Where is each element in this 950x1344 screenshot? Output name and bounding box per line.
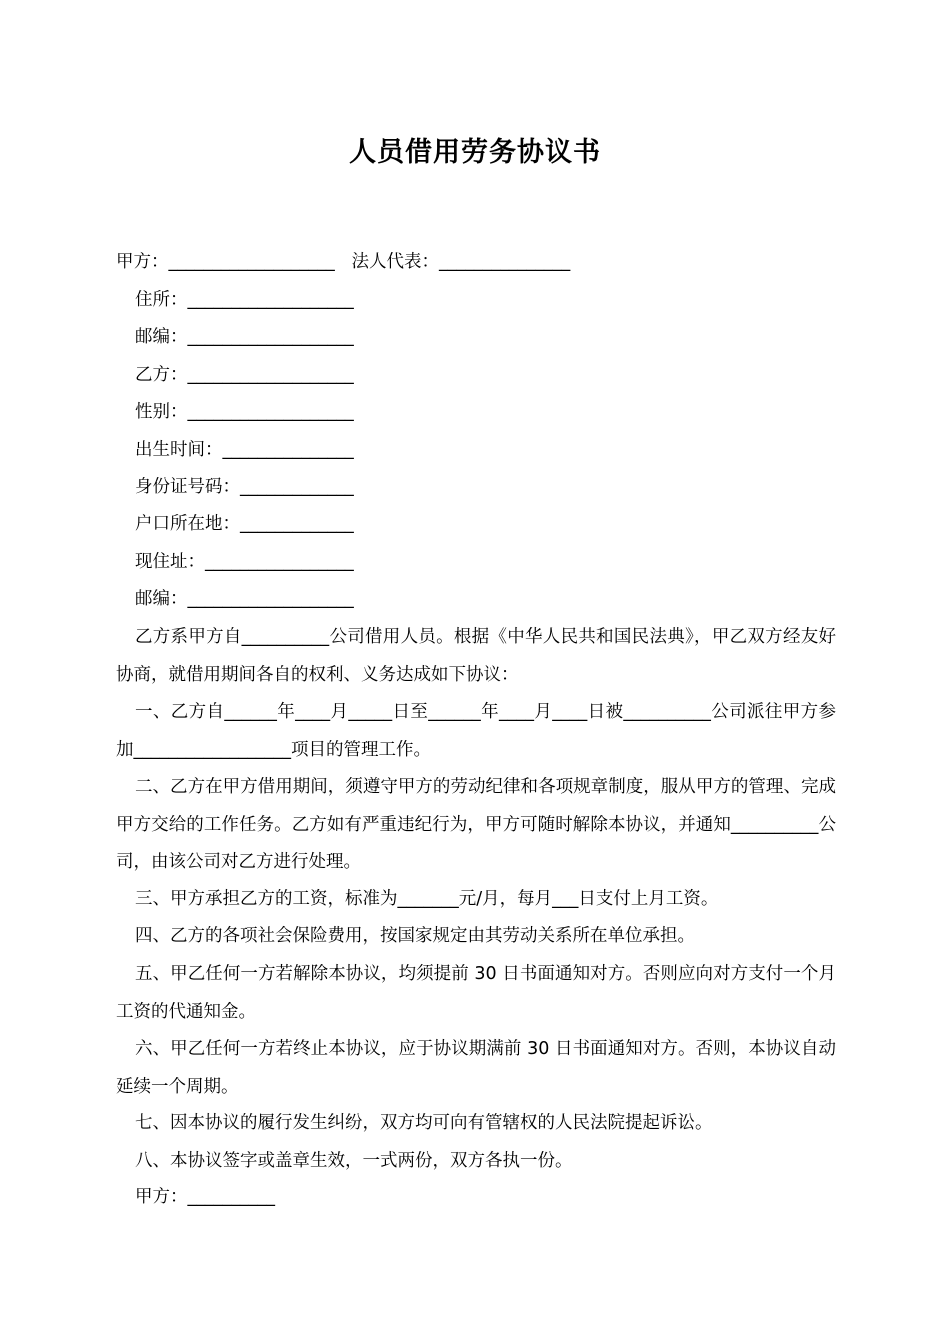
- field-household-registration: 户口所在地：_____________: [135, 514, 354, 534]
- field-birth-date: 出生时间：_______________: [135, 440, 354, 460]
- paragraph-clause-7: 七、因本协议的履行发生纠纷，双方均可向有管辖权的人民法院提起诉讼。: [135, 1113, 713, 1133]
- paragraph-intro: 乙方系甲方自__________公司借用人员。根据《中华人民共和国民法典》，甲乙双方经友好协商，就借用期间各自的权利、义务达成如下协议：: [116, 627, 836, 685]
- paragraph-clause-4: 四、乙方的各项社会保险费用，按国家规定由其劳动关系所在单位承担。: [135, 926, 695, 946]
- signature-party-a: 甲方：__________: [135, 1187, 275, 1207]
- paragraph-clause-5: 五、甲乙任何一方若解除本协议，均须提前 30 日书面通知对方。否则应向对方支付一个月工资的代通知金。: [116, 964, 836, 1022]
- paragraph-clause-8: 八、本协议签字或盖章生效，一式两份，双方各执一份。: [135, 1151, 573, 1171]
- document-title: 人员借用劳务协议书: [349, 137, 601, 168]
- field-gender: 性别：___________________: [135, 402, 354, 422]
- field-party-b: 乙方：___________________: [135, 365, 354, 385]
- field-id-number: 身份证号码：_____________: [135, 477, 354, 497]
- field-party-a-legal-rep: 甲方：___________________ 法人代表：_______________: [116, 252, 571, 272]
- field-postcode-2: 邮编：___________________: [135, 589, 354, 609]
- paragraph-clause-6: 六、甲乙任何一方若终止本协议，应于协议期满前 30 日书面通知对方。否则，本协议自动延续一个周期。: [116, 1039, 836, 1097]
- paragraph-clause-1: 一、乙方自______年____月_____日至______年____月____日被__________公司派往甲方参加__________________项目的管理工作。: [116, 702, 836, 760]
- field-postcode: 邮编：___________________: [135, 327, 354, 347]
- field-current-address: 现住址：_________________: [135, 552, 354, 572]
- field-address: 住所：___________________: [135, 290, 354, 310]
- paragraph-clause-3: 三、甲方承担乙方的工资，标准为_______元/月，每月___日支付上月工资。: [135, 889, 719, 909]
- paragraph-clause-2: 二、乙方在甲方借用期间，须遵守甲方的劳动纪律和各项规章制度，服从甲方的管理、完成甲方交给的工作任务。乙方如有严重违纪行为，甲方可随时解除本协议，并通知__________公司，由该公司对乙方进行处理。: [116, 777, 836, 872]
